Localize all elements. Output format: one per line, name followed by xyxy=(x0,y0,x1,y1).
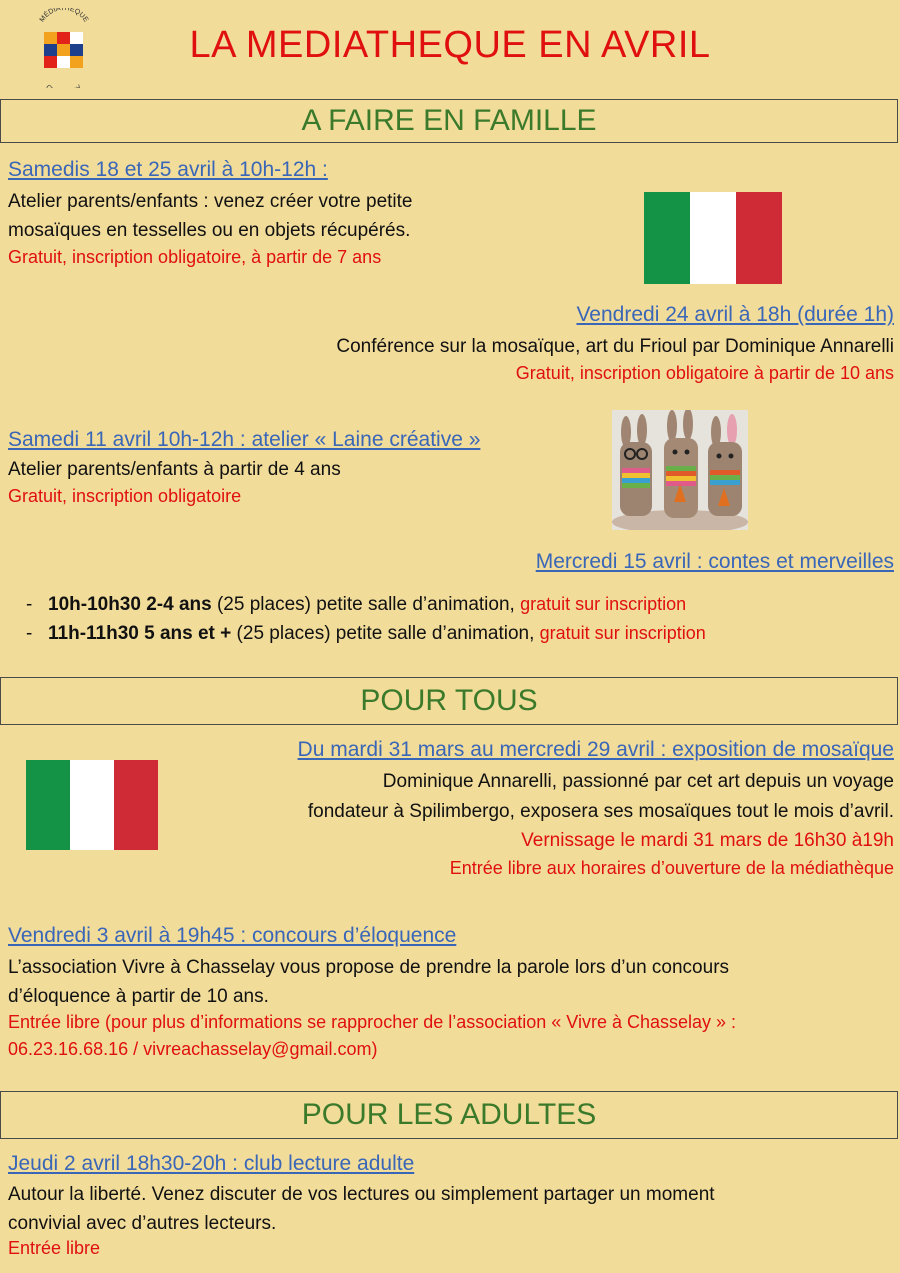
event-text-line: convivial avec d’autres lecteurs. xyxy=(8,1213,277,1234)
list-item xyxy=(26,619,706,648)
logo-bottom-text xyxy=(44,84,84,88)
event-note: Gratuit, inscription obligatoire xyxy=(8,486,242,506)
event-text-line: Atelier parents/enfants à partir de 4 ans xyxy=(8,459,341,480)
page-title: LA MEDIATHEQUE EN AVRIL xyxy=(189,24,711,66)
event-note: Entrée libre aux horaires d’ouverture de la médiathèque xyxy=(449,858,894,878)
event-heading-club-lecture[interactable]: Jeudi 2 avril 18h30-20h : club lecture adulte xyxy=(8,1152,415,1175)
svg-text:MÉDIATHÈQUE xyxy=(39,8,90,24)
event-note: 06.23.16.68.16 / vivreachasselay@gmail.com) xyxy=(8,1039,378,1059)
svg-text:CHASSELAY xyxy=(44,84,84,88)
list-dash: - xyxy=(26,594,33,615)
event-heading-laine[interactable]: Samedi 11 avril 10h-12h : atelier « Laine créative » xyxy=(8,428,481,451)
event-heading-contes[interactable]: Mercredi 15 avril : contes et merveilles xyxy=(535,550,894,573)
event-note: Entrée libre (pour plus d’informations se rapprocher de l’association « Vivre à Chasselay » : xyxy=(8,1012,737,1032)
list-item-time: 11h-11h30 5 ans et + xyxy=(48,623,232,644)
section-header-famille: A FAIRE EN FAMILLE xyxy=(0,99,898,143)
event-text-line: fondateur à Spilimbergo, exposera ses mosaïques tout le mois d’avril. xyxy=(307,801,894,822)
section-header-tous: POUR TOUS xyxy=(0,677,898,725)
event-text-line: d’éloquence à partir de 10 ans. xyxy=(8,986,269,1007)
knitted-bunnies-photo xyxy=(612,410,748,530)
list-item-note: gratuit sur inscription xyxy=(539,623,706,643)
event-text-line: Atelier parents/enfants : venez créer votre petite xyxy=(8,191,413,212)
event-text-line: L’association Vivre à Chasselay vous propose de prendre la parole lors d’un concours xyxy=(8,957,730,978)
italian-flag-image xyxy=(26,760,158,850)
list-item-text: (25 places) petite salle d’animation, xyxy=(231,623,540,644)
event-heading-atelier-mosaique[interactable]: Samedis 18 et 25 avril à 10h-12h : xyxy=(8,158,328,181)
contes-list xyxy=(26,590,706,648)
italian-flag-image xyxy=(644,192,782,284)
event-heading-eloquence[interactable]: Vendredi 3 avril à 19h45 : concours d’éloquence xyxy=(8,924,457,947)
logo-top-text: MÉDIATHÈQUE xyxy=(38,8,90,24)
event-text-line: mosaïques en tesselles ou en objets récupérés. xyxy=(8,220,411,241)
event-vernissage: Vernissage le mardi 31 mars de 16h30 à19h xyxy=(521,830,894,851)
event-text-line: Autour la liberté. Venez discuter de vos lectures ou simplement partager un moment xyxy=(8,1184,715,1205)
section-header-adultes: POUR LES ADULTES xyxy=(0,1091,898,1139)
list-dash: - xyxy=(26,623,33,644)
event-note: Gratuit, inscription obligatoire à partir de 10 ans xyxy=(515,363,894,383)
list-item-text: (25 places) petite salle d’animation, xyxy=(211,594,521,615)
event-note: Entrée libre xyxy=(8,1238,101,1258)
event-text-line: Conférence sur la mosaïque, art du Frioul par Dominique Annarelli xyxy=(336,336,894,357)
event-heading-exposition[interactable]: Du mardi 31 mars au mercredi 29 avril : exposition de mosaïque xyxy=(297,738,894,761)
list-item-note: gratuit sur inscription xyxy=(520,594,687,614)
list-item xyxy=(26,590,706,619)
event-heading-conference[interactable]: Vendredi 24 avril à 18h (durée 1h) xyxy=(576,303,894,326)
event-text-line: Dominique Annarelli, passionné par cet art depuis un voyage xyxy=(382,771,894,792)
event-note: Gratuit, inscription obligatoire, à partir de 7 ans xyxy=(8,247,382,267)
list-item-time: 10h-10h30 2-4 ans xyxy=(48,594,212,615)
